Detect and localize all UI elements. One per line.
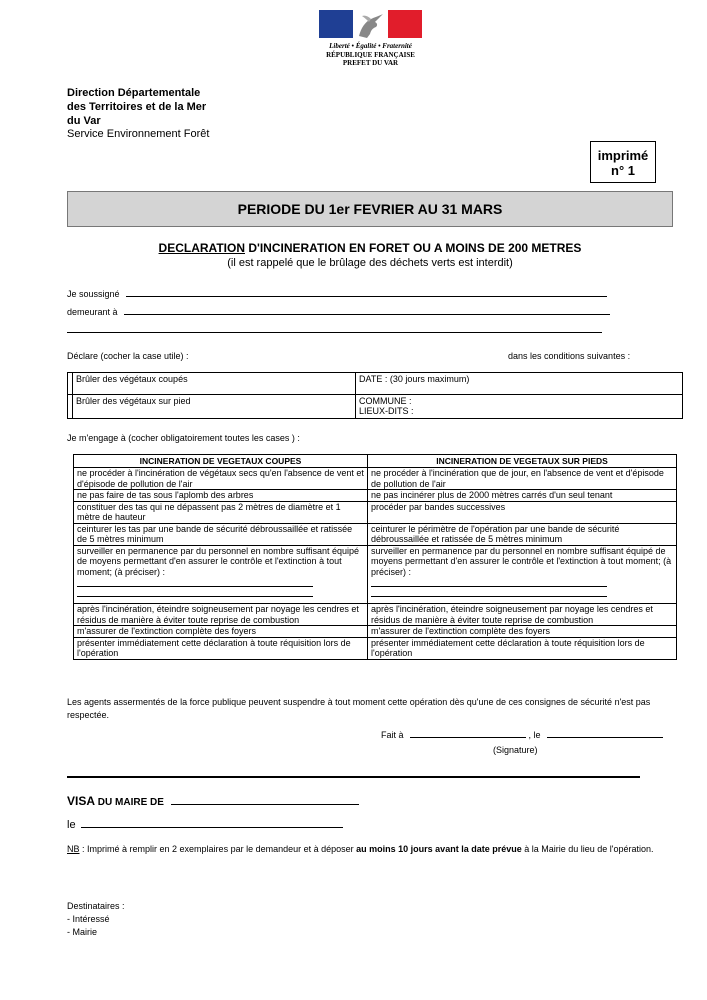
table-header-row bbox=[74, 455, 677, 468]
demeurant-label: demeurant à bbox=[67, 307, 118, 317]
le-label: , le bbox=[528, 730, 541, 740]
destinataire-item: - Mairie bbox=[67, 927, 98, 937]
header-coupes: INCINERATION DE VEGETAUX COUPES bbox=[74, 455, 368, 468]
conditions-row bbox=[68, 373, 683, 395]
service-name: Service Environnement Forêt bbox=[67, 128, 210, 140]
header-sur-pieds: INCINERATION DE VEGETAUX SUR PIEDS bbox=[368, 455, 677, 468]
fait-input[interactable] bbox=[410, 729, 526, 738]
conditions-table bbox=[67, 372, 683, 419]
destinataires bbox=[67, 900, 125, 939]
imprime-label: imprimé bbox=[597, 148, 649, 163]
table-row[interactable] bbox=[74, 490, 677, 502]
commitment-right[interactable] bbox=[368, 545, 677, 604]
nb-label: NB bbox=[67, 844, 80, 854]
precision-input[interactable] bbox=[371, 577, 607, 587]
table-row[interactable] bbox=[74, 637, 677, 659]
conditions-row bbox=[68, 395, 683, 419]
soussigne-field bbox=[67, 288, 607, 299]
lieux-dits-label: LIEUX-DITS : bbox=[359, 406, 414, 416]
nb-text: : Imprimé à remplir en 2 exemplaires par le demandeur et à déposer bbox=[79, 844, 357, 854]
date-field[interactable]: DATE : (30 jours maximum) bbox=[356, 373, 683, 395]
republique-logo bbox=[319, 10, 422, 67]
commitment-left[interactable]: ne procéder à l'incinération de végétaux secs qu'en l'absence de vent et d'épisode de pollution de l'air bbox=[74, 468, 368, 490]
nb-notice bbox=[67, 841, 679, 858]
commitments-table bbox=[73, 454, 677, 660]
visa-line bbox=[67, 794, 359, 808]
visa-subtitle: DU MAIRE DE bbox=[95, 797, 164, 808]
destinataire-item: - Intéressé bbox=[67, 914, 110, 924]
visa-title: VISA bbox=[67, 794, 96, 808]
date-input[interactable] bbox=[547, 729, 663, 738]
conditions-label: dans les conditions suivantes : bbox=[508, 351, 631, 361]
precision-input[interactable] bbox=[371, 587, 607, 597]
commitment-right[interactable]: m'assurer de l'extinction complète des foyers bbox=[368, 626, 677, 638]
declaration-title-rest: D'INCINERATION EN FORET OU A MOINS DE 200 METRES bbox=[244, 241, 582, 255]
commitment-right[interactable]: ne procéder à l'incinération que de jour, en l'absence de vent et d'épisode de pollution de l'air bbox=[368, 468, 677, 490]
motto: Liberté • Égalité • Fraternité bbox=[329, 42, 412, 50]
commitment-right[interactable]: après l'incinération, éteindre soigneusement par noyage les cendres et résidus de manière à éviter toute reprise de combustion bbox=[368, 604, 677, 626]
maire-input[interactable] bbox=[171, 794, 359, 805]
separator bbox=[67, 776, 640, 778]
declaration-subtitle: (il est rappelé que le brûlage des déchets verts est interdit) bbox=[227, 257, 513, 269]
commitment-left[interactable]: constituer des tas qui ne dépassent pas 2 mètres de diamètre et 1 mètre de hauteur bbox=[74, 501, 368, 523]
destinataires-title: Destinataires : bbox=[67, 901, 125, 911]
direction-line: du Var bbox=[67, 115, 101, 127]
commitment-text: surveiller en permanence par du personnel en nombre suffisant équipé de moyens permettant d'en assurer le contrôle et l'extinction à tout moment; (à préciser) : bbox=[371, 545, 672, 577]
address-continuation-input[interactable] bbox=[67, 324, 602, 333]
demeurant-input[interactable] bbox=[124, 306, 610, 315]
commitment-left[interactable]: présenter immédiatement cette déclaration à toute réquisition lors de l'opération bbox=[74, 637, 368, 659]
commitment-right[interactable]: présenter immédiatement cette déclaration à toute réquisition lors de l'opération bbox=[368, 637, 677, 659]
option-sur-pied: Brûler des végétaux sur pied bbox=[73, 395, 356, 419]
soussigne-input[interactable] bbox=[126, 288, 607, 297]
agents-notice: Les agents assermentés de la force publique peuvent suspendre à tout moment cette opération dès qu'une de ces consignes de sécurité n'est pas respectée. bbox=[67, 697, 651, 720]
nb-text-end: à la Mairie du lieu de l'opération. bbox=[521, 844, 654, 854]
commitment-left[interactable]: ceinturer les tas par une bande de sécurité débroussaillée et ratissée de 5 mètres minimum bbox=[74, 523, 368, 545]
direction-block bbox=[67, 86, 206, 128]
visa-date-line bbox=[67, 817, 343, 831]
demeurant-field bbox=[67, 306, 610, 317]
commune-field[interactable] bbox=[356, 395, 683, 419]
engage-label: Je m'engage à (cocher obligatoirement toutes les cases ) : bbox=[67, 433, 300, 443]
declaration-title-underlined: DECLARATION bbox=[158, 241, 245, 255]
nb-bold: au moins 10 jours avant la date prévue bbox=[356, 844, 522, 854]
commune-label: COMMUNE : bbox=[359, 396, 412, 406]
marianne-logo-icon bbox=[319, 10, 422, 38]
commitment-right[interactable]: ne pas incinérer plus de 2000 mètres carrés d'un seul tenant bbox=[368, 490, 677, 502]
table-row[interactable] bbox=[74, 523, 677, 545]
commitment-right[interactable]: procéder par bandes successives bbox=[368, 501, 677, 523]
commitment-left[interactable]: ne pas faire de tas sous l'aplomb des arbres bbox=[74, 490, 368, 502]
republic-name: RÉPUBLIQUE FRANÇAISE bbox=[326, 51, 415, 59]
imprime-box bbox=[590, 141, 656, 183]
commitment-text: surveiller en permanence par du personnel en nombre suffisant équipé de moyens permettant d'en assurer le contrôle et l'extinction à tout moment; (à préciser) : bbox=[77, 545, 360, 577]
visa-le-label: le bbox=[67, 819, 76, 831]
direction-line: des Territoires et de la Mer bbox=[67, 101, 207, 113]
declare-label: Déclare (cocher la case utile) : bbox=[67, 351, 189, 361]
declaration-title bbox=[67, 241, 673, 255]
commitment-left[interactable]: après l'incinération, éteindre soigneusement par noyage les cendres et résidus de manière à éviter toute reprise de combustion bbox=[74, 604, 368, 626]
period-banner: PERIODE DU 1er FEVRIER AU 31 MARS bbox=[67, 191, 673, 227]
direction-line: Direction Départementale bbox=[67, 87, 201, 99]
commitment-left[interactable] bbox=[74, 545, 368, 604]
commitment-right[interactable]: ceinturer le périmètre de l'opération par une bande de sécurité débroussaillée et ratissée de 5 mètres minimum bbox=[368, 523, 677, 545]
table-row[interactable] bbox=[74, 545, 677, 604]
fait-label: Fait à bbox=[381, 730, 404, 740]
option-coupes: Brûler des végétaux coupés bbox=[73, 373, 356, 395]
visa-date-input[interactable] bbox=[81, 817, 343, 828]
precision-input[interactable] bbox=[77, 587, 313, 597]
table-row[interactable] bbox=[74, 501, 677, 523]
precision-input[interactable] bbox=[77, 577, 313, 587]
signature-label: (Signature) bbox=[493, 745, 538, 755]
commitment-left[interactable]: m'assurer de l'extinction complète des foyers bbox=[74, 626, 368, 638]
table-row[interactable] bbox=[74, 604, 677, 626]
soussigne-label: Je soussigné bbox=[67, 289, 120, 299]
imprime-number: n° 1 bbox=[611, 163, 635, 178]
prefet-name: PREFET DU VAR bbox=[342, 59, 399, 67]
fait-line bbox=[381, 729, 663, 740]
table-row[interactable] bbox=[74, 626, 677, 638]
table-row[interactable] bbox=[74, 468, 677, 490]
